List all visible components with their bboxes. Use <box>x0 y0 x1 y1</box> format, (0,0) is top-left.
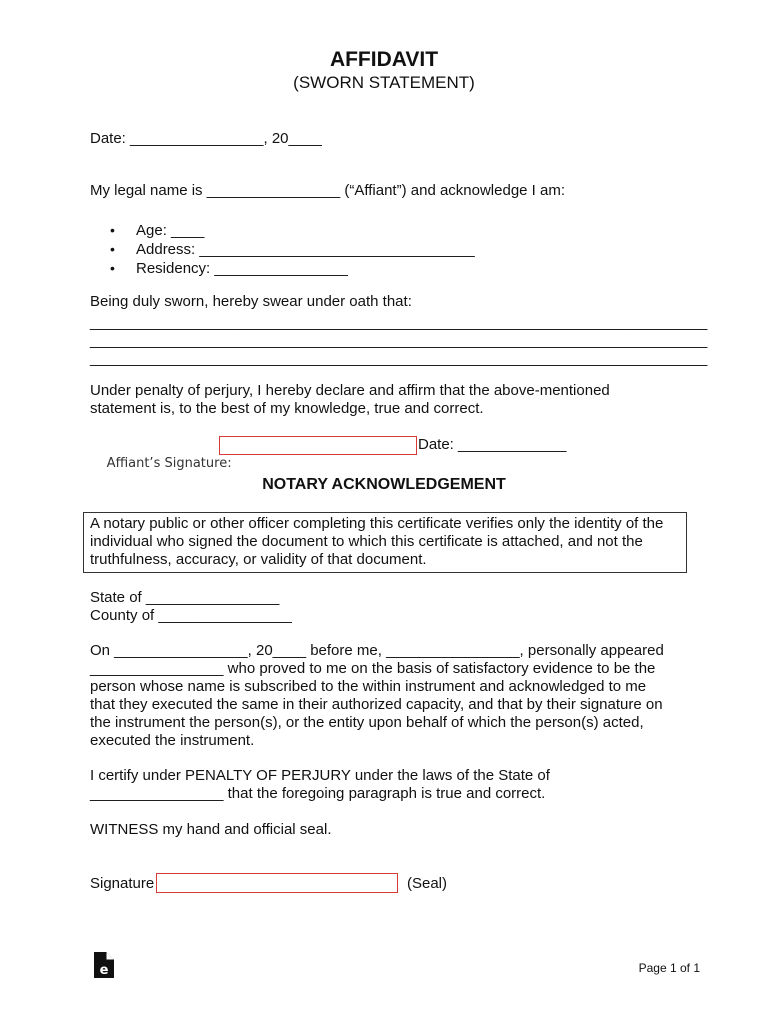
notice-text: A notary public or other officer completing this certificate verifies only the identity of the <box>90 515 664 532</box>
notary-body-text: that they executed the same in their authorized capacity, and that by their signature on <box>90 696 663 713</box>
witness-line: WITNESS my hand and official seal. <box>90 821 332 838</box>
statement-blank-line: __________________________________________________________________________ <box>90 350 708 367</box>
notary-signature-label: Signature <box>90 875 155 892</box>
list-item <box>110 221 475 240</box>
certify-text: ________________ that the foregoing paragraph is true and correct. <box>90 785 546 802</box>
certify-text: I certify under PENALTY OF PERJURY under the laws of the State of <box>90 767 550 784</box>
page-number: Page 1 of 1 <box>638 961 700 975</box>
declaration-text: statement is, to the best of my knowledge, true and correct. <box>90 400 484 417</box>
affiant-signature-label: Affiant’s Signature: <box>106 456 232 471</box>
list-item <box>110 259 475 278</box>
statement-blank-line: __________________________________________________________________________ <box>90 332 708 349</box>
bullet-icon: • <box>110 260 115 276</box>
declaration-text: Under penalty of perjury, I hereby declare and affirm that the above-mentioned <box>90 382 610 399</box>
statement-blank-line: __________________________________________________________________________ <box>90 314 708 331</box>
legal-name-line: My legal name is ________________ (“Affiant”) and acknowledge I am: <box>90 182 566 199</box>
document-title: AFFIDAVIT <box>329 48 439 71</box>
notary-body-text: person whose name is subscribed to the within instrument and acknowledged to me <box>90 678 647 695</box>
state-line: State of ________________ <box>90 589 280 606</box>
address-line: Address: _________________________________ <box>136 241 475 258</box>
svg-text:e: e <box>99 963 109 978</box>
notary-body-text: the instrument the person(s), or the entity upon behalf of which the person(s) acted, <box>90 714 644 731</box>
age-line: Age: ____ <box>136 222 205 239</box>
list-item <box>110 240 475 259</box>
oath-line: Being duly sworn, hereby swear under oath that: <box>90 293 412 310</box>
affiant-signature-field[interactable] <box>219 436 417 455</box>
affiant-details-list <box>110 221 475 278</box>
notary-body-text: executed the instrument. <box>90 732 255 749</box>
bullet-icon: • <box>110 222 115 238</box>
date-line: Date: ________________, 20____ <box>90 130 322 147</box>
seal-label: (Seal) <box>407 875 448 892</box>
county-line: County of ________________ <box>90 607 292 624</box>
notary-body-text: ________________ who proved to me on the basis of satisfactory evidence to be the <box>90 660 656 677</box>
notice-text: individual who signed the document to which this certificate is attached, and not the <box>90 533 643 550</box>
bullet-icon: • <box>110 241 115 257</box>
residency-line: Residency: ________________ <box>136 260 348 277</box>
document-subtitle: (SWORN STATEMENT) <box>293 73 475 92</box>
notary-heading: NOTARY ACKNOWLEDGEMENT <box>262 476 506 493</box>
notary-body-text: On ________________, 20____ before me, ________________, personally appeared <box>90 642 664 659</box>
notary-signature-field[interactable] <box>156 873 398 893</box>
notice-text: truthfulness, accuracy, or validity of that document. <box>90 551 427 568</box>
affiant-signature-date: Date: _____________ <box>418 436 567 453</box>
notary-notice-box <box>83 512 687 573</box>
doc-logo-icon <box>94 952 114 978</box>
